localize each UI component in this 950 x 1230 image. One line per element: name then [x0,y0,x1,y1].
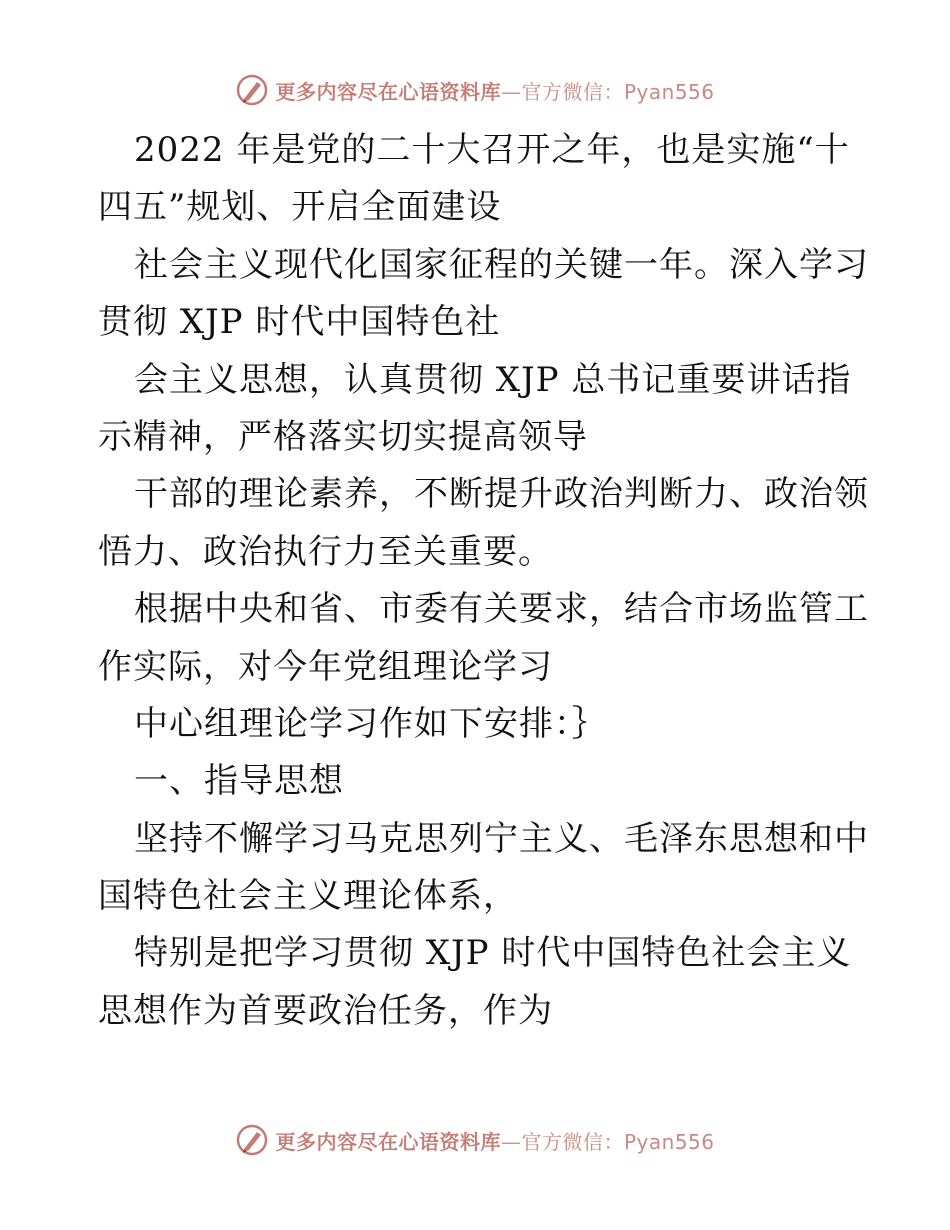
footer-separator: — [500,1129,522,1154]
body-line: 特别是把学习贯彻 XJP 时代中国特色社会主义 [134,933,852,974]
document-body [98,122,869,1040]
body-line: 2022 年是党的二十大召开之年，也是实施“十 [134,130,850,170]
body-line: 干部的理论素养，不断提升政治判断力、政治领 [134,474,869,515]
footer-wechat-label: 官方微信： [521,1129,624,1154]
footer-banner [0,1120,950,1160]
header-separator: — [500,79,522,104]
body-line: 作实际，对今年党组理论学习 [98,646,553,687]
pen-logo-icon [235,73,269,107]
footer-banner-text [275,1126,714,1155]
footer-site-name: 更多内容尽在心语资料库 [275,1129,501,1154]
body-line: 中心组理论学习作如下安排：｝ [134,703,607,744]
body-line: 悟力、政治执行力至关重要。 [98,531,553,572]
body-line: 示精神，严格落实切实提高领导 [98,416,588,457]
body-line: 思想作为首要政治任务，作为 [98,990,553,1031]
header-banner-text [275,76,714,105]
body-line: 国特色社会主义理论体系， [98,876,518,917]
header-wechat-label: 官方微信： [521,79,624,104]
body-line: 坚持不懈学习马克思列宁主义、毛泽东思想和中 [134,818,869,859]
pen-logo-icon [235,1123,269,1157]
section-heading: 一、指导思想 [134,761,344,802]
body-line: 社会主义现代化国家征程的关键一年。深入学习 [134,244,869,285]
body-line: 贯彻 XJP 时代中国特色社 [98,302,501,343]
header-banner [0,70,950,110]
header-wechat-id: Pyan556 [623,79,715,104]
body-line: 四五”规划、开启全面建设 [98,187,502,228]
footer-wechat-id: Pyan556 [623,1129,715,1154]
header-site-name: 更多内容尽在心语资料库 [275,79,501,104]
body-line: 会主义思想，认真贯彻 XJP 总书记重要讲话指 [134,359,852,400]
body-line: 根据中央和省、市委有关要求，结合市场监管工 [134,589,869,630]
